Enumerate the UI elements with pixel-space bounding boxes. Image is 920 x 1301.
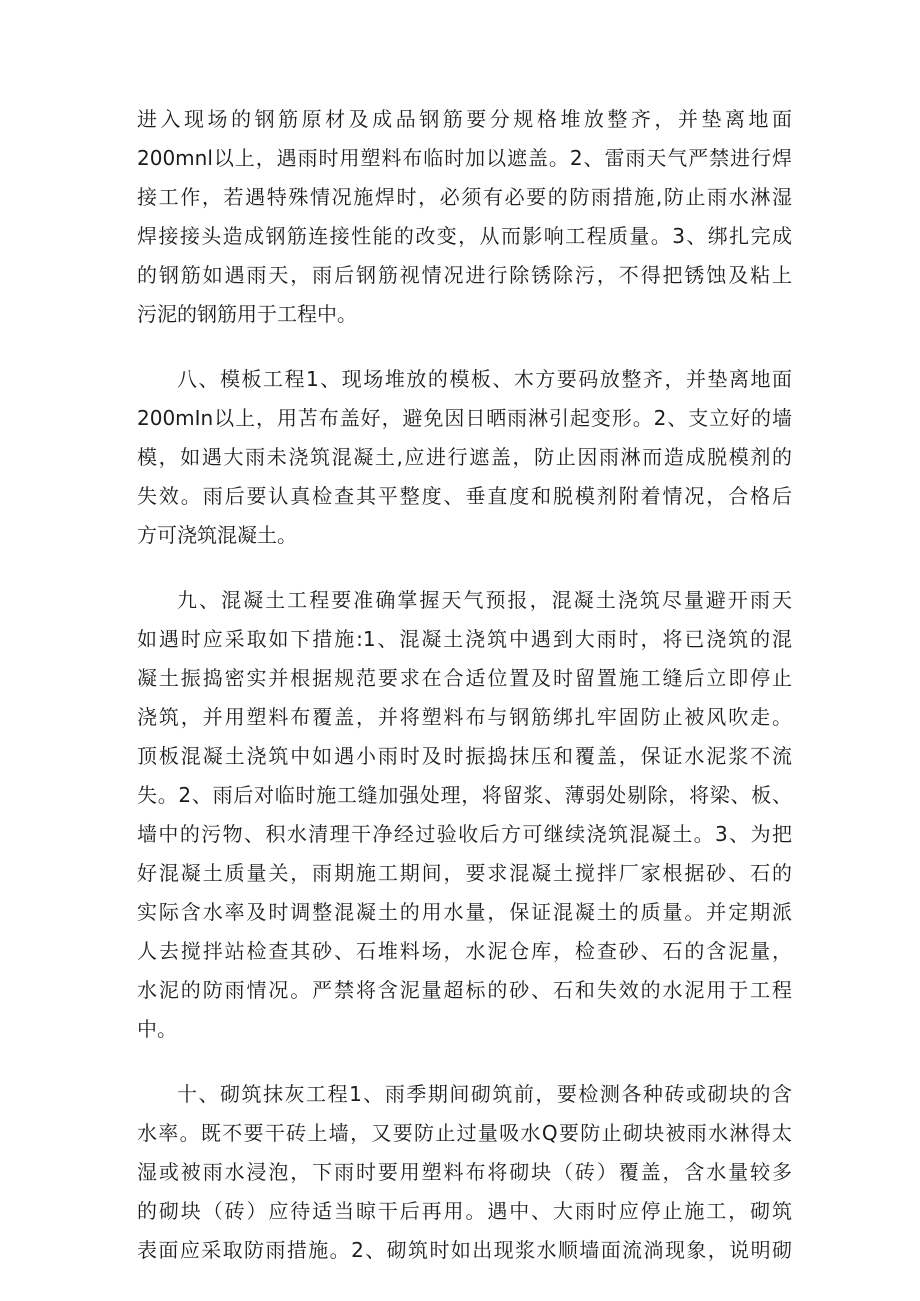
paragraph-line: 失效。雨后要认真检查其平整度、垂直度和脱模剂附着情况，合格后 [137, 484, 792, 508]
paragraph-line: 好混凝土质量关，雨期施工期间，要求混凝土搅拌厂家根据砂、石的 [137, 861, 792, 885]
document-body [137, 100, 792, 1296]
paragraph-line: 污泥的钢筋用于工程中。 [137, 302, 357, 326]
paragraph-line: 200mIn以上，用苫布盖好，避免因日晒雨淋引起变形。2、支立好的墙 [137, 406, 792, 430]
paragraph-line: 十、砌筑抹灰工程1、雨季期间砌筑前，要检测各种砖或砌块的含 [177, 1082, 792, 1106]
paragraph-line: 八、模板工程1、现场堆放的模板、木方要码放整齐，并垫离地面 [177, 367, 792, 391]
paragraph-line: 的钢筋如遇雨天，雨后钢筋视情况进行除锈除污，不得把锈蚀及粘上 [137, 263, 792, 287]
paragraph-line: 墙中的污物、积水清理干净经过验收后方可继续浇筑混凝土。3、为把 [137, 822, 792, 846]
paragraph-line: 失。2、雨后对临时施工缝加强处理，将留浆、薄弱处剔除，将梁、板、 [137, 783, 792, 807]
paragraph [137, 581, 792, 1049]
paragraph-line: 水泥的防雨情况。严禁将含泥量超标的砂、石和失效的水泥用于工程 [137, 978, 792, 1002]
paragraph-line: 实际含水率及时调整混凝土的用水量，保证混凝土的质量。并定期派 [137, 900, 792, 924]
paragraph-line: 表面应采取防雨措施。2、砌筑时如出现浆水顺墙面流淌现象，说明砌 [137, 1238, 792, 1262]
paragraph-line: 接工作，若遇特殊情况施焊时，必须有必要的防雨措施,防止雨水淋湿 [137, 185, 792, 209]
paragraph-line: 模，如遇大雨未浇筑混凝土,应进行遮盖，防止因雨淋而造成脱模剂的 [137, 445, 792, 469]
paragraph [137, 1075, 792, 1270]
paragraph-line: 顶板混凝土浇筑中如遇小雨时及时振捣抹压和覆盖，保证水泥浆不流 [137, 744, 792, 768]
paragraph-line: 方可浇筑混凝土。 [137, 523, 297, 547]
paragraph-line: 中。 [137, 1017, 177, 1041]
paragraph-line: 凝土振捣密实并根据规范要求在合适位置及时留置施工缝后立即停止 [137, 666, 792, 690]
paragraph [137, 100, 792, 334]
paragraph-line: 焊接接头造成钢筋连接性能的改变，从而影响工程质量。3、绑扎完成 [137, 224, 792, 248]
paragraph-line: 如遇时应采取如下措施:1、混凝土浇筑中遇到大雨时，将已浇筑的混 [137, 627, 792, 651]
paragraph-line: 浇筑，并用塑料布覆盖，并将塑料布与钢筋绑扎牢固防止被风吹走。 [137, 705, 792, 729]
paragraph-line: 湿或被雨水浸泡，下雨时要用塑料布将砌块（砖）覆盖，含水量较多 [137, 1160, 792, 1184]
paragraph-line: 200mnl以上，遇雨时用塑料布临时加以遮盖。2、雷雨天气严禁进行焊 [137, 146, 792, 170]
paragraph-line: 九、混凝土工程要准确掌握天气预报，混凝土浇筑尽量避开雨天 [177, 588, 792, 612]
paragraph [137, 360, 792, 555]
paragraph-line: 水率。既不要干砖上墙，又要防止过量吸水Q要防止砌块被雨水淋得太 [137, 1121, 792, 1145]
paragraph-line: 进入现场的钢筋原材及成品钢筋要分规格堆放整齐，并垫离地面 [137, 107, 792, 131]
paragraph-line: 的砌块（砖）应待适当晾干后再用。遇中、大雨时应停止施工，砌筑 [137, 1199, 792, 1223]
paragraph-line: 人去搅拌站检查其砂、石堆料场，水泥仓库，检查砂、石的含泥量， [137, 939, 792, 963]
